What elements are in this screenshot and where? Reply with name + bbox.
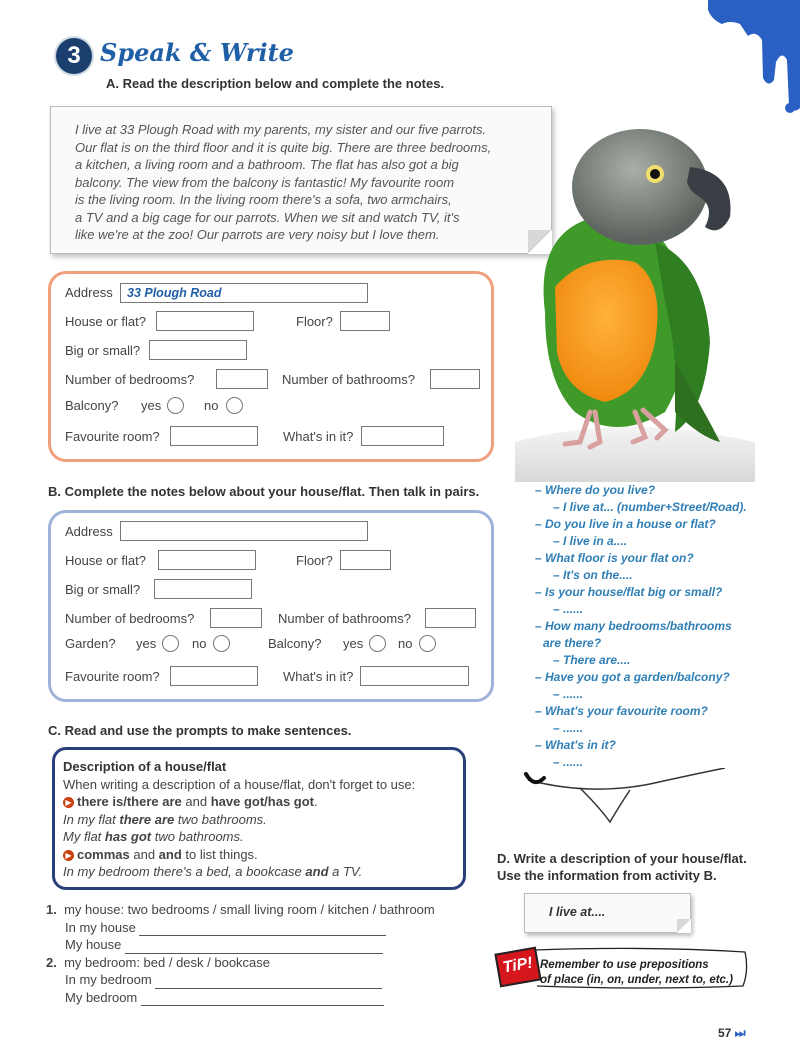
- activity-a-instruction: A. Read the description below and complete the notes.: [106, 76, 445, 91]
- favourite-room-label: Favourite room?: [65, 429, 160, 444]
- address-label: Address: [65, 524, 113, 539]
- exercise-prompt: my house: two bedrooms / small living room / kitchen / bathroom: [64, 902, 435, 917]
- whats-in-it-field[interactable]: [361, 426, 444, 446]
- exercise-item: [46, 901, 435, 919]
- info-example: My flat has got two bathrooms.: [63, 829, 244, 844]
- description-line: a kitchen, a living room and a bathroom. The flat has also got a big: [75, 157, 459, 172]
- paint-splash-decoration: [690, 0, 800, 115]
- exercise-number: 2.: [46, 954, 57, 970]
- bathrooms-label: Number of bathrooms?: [278, 611, 411, 626]
- description-line: Our flat is on the third floor and it is quite big. There are three bedrooms,: [75, 139, 492, 155]
- house-or-flat-field[interactable]: [158, 550, 256, 570]
- writing-starter-text: I live at....: [549, 905, 606, 919]
- bathrooms-field[interactable]: [430, 369, 480, 389]
- yes-label: yes: [136, 636, 157, 651]
- tip-text: Remember to use prepositions of place (in, on, under, next to, etc.): [540, 959, 733, 986]
- prompt-question: – Have you got a garden/balcony?: [535, 670, 730, 684]
- bathrooms-field[interactable]: [425, 608, 476, 628]
- floor-field[interactable]: [340, 311, 390, 331]
- answer-line[interactable]: My bedroom: [46, 989, 435, 1007]
- address-field[interactable]: 33 Plough Road: [120, 283, 368, 303]
- whats-in-it-label: What's in it?: [283, 429, 354, 444]
- exercise-prompt: my bedroom: bed / desk / bookcase: [64, 954, 271, 970]
- balcony-yes-radio[interactable]: [167, 397, 184, 414]
- description-line: is the living room. In the living room there's a sofa, two armchairs,: [75, 192, 452, 207]
- exercise-list: [46, 901, 435, 1006]
- page-number: 57 ⏭: [718, 1026, 746, 1040]
- favourite-room-label: Favourite room?: [65, 669, 160, 684]
- tip-box: [497, 944, 752, 990]
- speaking-prompts: [535, 482, 747, 771]
- bedrooms-label: Number of bedrooms?: [65, 372, 195, 387]
- prompt-answer: – It's on the....: [553, 568, 633, 582]
- balcony-label: Balcony?: [268, 636, 322, 651]
- house-or-flat-field[interactable]: [156, 311, 254, 331]
- bedrooms-label: Number of bedrooms?: [65, 611, 195, 626]
- prompt-question: – Is your house/flat big or small?: [535, 585, 723, 599]
- prompt-question: – Where do you live?: [535, 483, 656, 497]
- info-box-intro: When writing a description of a house/flat, don't forget to use:: [63, 776, 416, 792]
- prompt-question: – How many bedrooms/bathrooms: [535, 619, 732, 633]
- address-label: Address: [65, 285, 113, 300]
- section-number-badge: 3: [56, 38, 92, 74]
- balcony-label: Balcony?: [65, 398, 119, 413]
- big-or-small-label: Big or small?: [65, 582, 141, 597]
- no-label: no: [398, 636, 413, 651]
- answer-line[interactable]: In my bedroom: [46, 971, 435, 989]
- activity-d-instruction: D. Write a description of your house/flat. Use the information from activity B.: [497, 851, 747, 883]
- prompt-answer: – ......: [553, 687, 584, 701]
- next-arrows-icon: ⏭: [734, 1026, 746, 1040]
- bedrooms-field[interactable]: [216, 369, 268, 389]
- garden-no-radio[interactable]: [213, 635, 230, 652]
- favourite-room-field[interactable]: [170, 426, 258, 446]
- prompt-question-cont: are there?: [543, 636, 602, 650]
- info-example: In my flat there are two bathrooms.: [63, 811, 267, 827]
- garden-label: Garden?: [65, 636, 116, 651]
- floor-field[interactable]: [340, 550, 391, 570]
- exercise-number: 1.: [46, 902, 57, 917]
- prompt-question: – What floor is your flat on?: [535, 551, 694, 565]
- yes-label: yes: [343, 636, 364, 651]
- prompt-answer: – I live in a....: [553, 534, 628, 548]
- house-or-flat-label: House or flat?: [65, 314, 146, 329]
- prompt-question: – What's in it?: [535, 738, 616, 752]
- speech-bubble-tail-sketch: [520, 768, 730, 828]
- description-text: [75, 121, 537, 244]
- prompt-question: – Do you live in a house or flat?: [535, 517, 716, 531]
- info-bullet: ▶ there is/there are and have got/has got.: [63, 793, 415, 811]
- favourite-room-field[interactable]: [170, 666, 258, 686]
- info-box-title: Description of a house/flat: [63, 759, 227, 774]
- info-bullet: ▶ commas and and to list things.: [63, 846, 415, 864]
- balcony-no-radio[interactable]: [226, 397, 243, 414]
- bedrooms-field[interactable]: [210, 608, 262, 628]
- prompt-answer: – ......: [553, 721, 584, 735]
- yes-label: yes: [141, 398, 162, 413]
- floor-label: Floor?: [296, 314, 333, 329]
- writing-tips-box: [52, 747, 466, 890]
- writing-starter-paper[interactable]: [524, 893, 691, 933]
- description-line: I live at 33 Plough Road with my parents, my sister and our five parrots.: [75, 122, 487, 137]
- answer-line[interactable]: My house: [46, 936, 435, 954]
- play-arrow-icon: ▶: [63, 797, 74, 808]
- description-line: a TV and a big cage for our parrots. When we sit and watch TV, it's: [75, 209, 460, 225]
- big-or-small-field[interactable]: [154, 579, 252, 599]
- parrot-illustration: [505, 112, 765, 482]
- exercise-item: [46, 954, 435, 972]
- tip-badge: TiP!: [494, 947, 541, 988]
- no-label: no: [192, 636, 207, 651]
- address-field[interactable]: [120, 521, 368, 541]
- play-arrow-icon: ▶: [63, 850, 74, 861]
- info-example: In my bedroom there's a bed, a bookcase and a TV.: [63, 864, 363, 879]
- floor-label: Floor?: [296, 553, 333, 568]
- answer-line[interactable]: In my house: [46, 919, 435, 937]
- garden-yes-radio[interactable]: [162, 635, 179, 652]
- activity-c-instruction: C. Read and use the prompts to make sentences.: [48, 723, 352, 738]
- big-or-small-field[interactable]: [149, 340, 247, 360]
- no-label: no: [204, 398, 219, 413]
- activity-b-instruction: B. Complete the notes below about your house/flat. Then talk in pairs.: [48, 484, 480, 499]
- balcony-no-radio[interactable]: [419, 635, 436, 652]
- balcony-yes-radio[interactable]: [369, 635, 386, 652]
- description-paper: [50, 106, 552, 254]
- prompt-answer: – I live at... (number+Street/Road).: [553, 500, 747, 514]
- description-line: like we're at the zoo! Our parrots are very noisy but I love them.: [75, 227, 440, 242]
- section-title: Speak & Write: [100, 38, 294, 67]
- whats-in-it-label: What's in it?: [283, 669, 354, 684]
- whats-in-it-field[interactable]: [360, 666, 469, 686]
- paper-fold-corner: [677, 919, 691, 933]
- prompt-answer: – ......: [553, 602, 584, 616]
- big-or-small-label: Big or small?: [65, 343, 141, 358]
- description-line: balcony. The view from the balcony is fantastic! My favourite room: [75, 174, 455, 190]
- prompt-answer: – There are....: [553, 653, 631, 667]
- prompt-question: – What's your favourite room?: [535, 704, 708, 718]
- prompt-answer: – ......: [553, 755, 584, 769]
- house-or-flat-label: House or flat?: [65, 553, 146, 568]
- bathrooms-label: Number of bathrooms?: [282, 372, 415, 387]
